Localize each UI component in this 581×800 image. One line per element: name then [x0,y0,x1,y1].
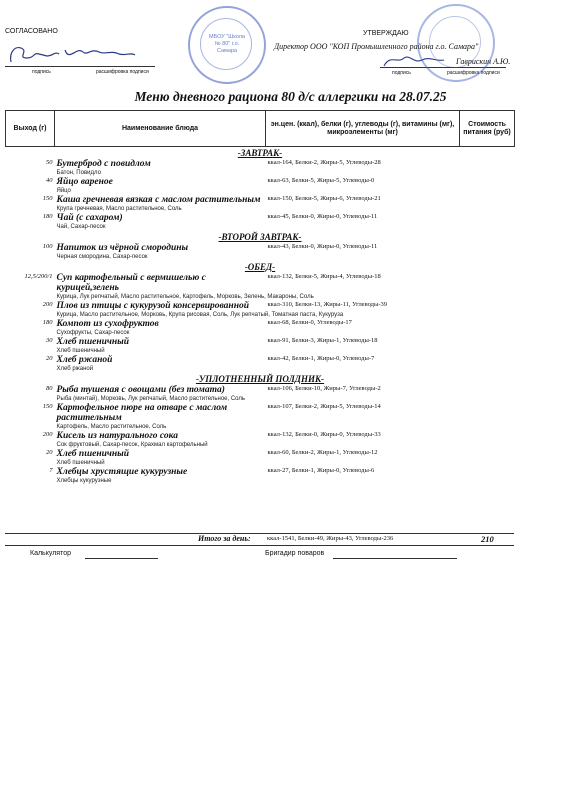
table-row [6,431,515,449]
dish-yield: 200 [42,431,53,438]
dish-nutrition: ккал-91, Белки-3, Жиры-1, Углеводы-18 [267,337,378,344]
dish-cost [460,431,515,449]
page-title: Меню дневного рациона 80 д/с аллергики на 28.07.25 [134,89,447,104]
header-yield: Выход (г) [6,111,55,147]
dish-yield: 200 [42,301,53,308]
director-sign-name: Гаврискин А.Ю. [456,57,511,66]
dish-nutrition: ккал-45, Белки-0, Жиры-0, Углеводы-11 [267,213,378,220]
dish-ingredients: Хлеб ржаной [56,366,94,372]
dish-name: Суп картофельный с вермишелью с курицей,зелень [56,273,206,293]
left-caption-decode: расшифровка подписи [96,69,149,75]
dish-yield: 180 [42,319,53,326]
dish-nutrition: ккал-164, Белки-2, Жиры-5, Углеводы-28 [267,159,381,166]
stamp-text: МБОУ "Школа № 80" г.о. Самара [209,34,245,54]
approval-left-header: СОГЛАСОВАНО [5,28,58,35]
dish-yield: 20 [46,449,53,456]
dish-ingredients: Крупа гречневая, Масло растительное, Соль [56,206,182,212]
dish-ingredients: Хлеб пшеничный [56,460,105,466]
dish-nutrition: ккал-150, Белки-5, Жиры-6, Углеводы-21 [267,195,381,202]
dish-yield: 150 [42,403,53,410]
table-row [6,403,515,431]
company-stamp-icon [417,4,495,82]
dish-cell [55,431,266,449]
dish-cost [460,195,515,213]
dish-cell [55,243,266,261]
dish-cell [55,403,266,431]
table-row [6,159,515,177]
dish-name: Компот из сухофруктов [56,319,159,329]
header-nutrition: эн.цен. (ккал), белки (г), углеводы (г), витамины (мг), микроэлементы (мг) [266,111,460,147]
dish-name: Кисель из натурального сока [56,431,178,441]
dish-nutrition: ккал-68, Белки-0, Углеводы-17 [267,319,352,326]
dish-cost [460,273,515,301]
dish-cell [55,319,266,337]
dish-cost [460,177,515,195]
dish-nutrition: ккал-310, Белки-13, Жиры-11, Углеводы-39 [267,301,387,308]
right-caption-sign: подпись [392,70,411,76]
dish-ingredients: Рыба (минтай), Морковь, Лук репчатый, Масло растительное, Соль [56,396,245,402]
dish-cost [460,213,515,231]
dish-cost [460,403,515,431]
dish-cell [55,159,266,177]
table-row [6,385,515,403]
dish-name: Плов из птицы с кукурузой консервированной [56,301,250,311]
section-title-text: -ЗАВТРАК- [237,148,283,158]
table-row [6,301,515,319]
dish-yield: 100 [42,243,53,250]
dish-cost [460,159,515,177]
dish-ingredients: Черная смородина, Сахар-песок [56,254,148,260]
table-row [6,467,515,485]
dish-ingredients: Батон, Повидло [56,170,101,176]
dish-ingredients: Курица, Масло растительное, Морковь, Крупа рисовая, Соль, Лук репчатый, Томатная паста, Кукуруза [56,312,344,318]
table-row [6,449,515,467]
dish-cost [460,467,515,485]
table-row [6,243,515,261]
dish-name: Хлеб пшеничный [56,337,130,347]
dish-cost [460,449,515,467]
dish-ingredients: Сухофрукты, Сахар-песок [56,330,130,336]
dish-yield: 20 [46,355,53,362]
dish-cost [460,385,515,403]
dish-name: Каша гречневая вязкая с маслом растительным [56,195,261,205]
section-title-text: -ВТОРОЙ ЗАВТРАК- [218,232,302,242]
dish-ingredients: Сок фруктовый, Сахар-песок, Крахмал картофельный [56,442,208,448]
dish-yield: 30 [46,337,53,344]
left-caption-sign: подпись [32,69,51,75]
section-row [6,231,515,243]
dish-cost [460,355,515,373]
dish-cell [55,195,266,213]
dish-ingredients: Чай, Сахар-песок [56,224,106,230]
section-title-text: -УПЛОТНЕННЫЙ ПОЛДНИК- [195,374,325,384]
dish-yield: 40 [46,177,53,184]
dish-name: Яйцо вареное [56,177,113,187]
dish-nutrition: ккал-132, Белки-5, Жиры-4, Углеводы-18 [267,273,381,280]
dish-name: Картофельное пюре на отваре с маслом растительным [56,403,228,423]
dish-nutrition: ккал-43, Белки-0, Жиры-0, Углеводы-11 [267,243,378,250]
dish-yield: 150 [42,195,53,202]
table-row [6,337,515,355]
dish-cost [460,301,515,319]
dish-nutrition: ккал-132, Белки-0, Жиры-0, Углеводы-33 [267,431,381,438]
dish-name: Чай (с сахаром) [56,213,123,223]
calculator-label: Калькулятор [30,550,71,557]
total-row [5,533,514,546]
section-title [6,231,515,243]
menu-table [5,110,515,485]
director-title: Директор ООО "КОП Промышленного района г.о. Самара" [274,42,479,51]
dish-cell [55,213,266,231]
total-values: ккал-1541, Белки-49, Жиры-43, Углеводы-236 [267,535,394,542]
dish-cell [55,355,266,373]
left-signature-icon [7,42,157,68]
dish-yield: 80 [46,385,53,392]
right-caption-decode: расшифровка подписи [447,70,500,76]
table-row [6,195,515,213]
section-row [6,261,515,273]
dish-cost [460,243,515,261]
dish-nutrition: ккал-60, Белки-2, Жиры-1, Углеводы-12 [267,449,378,456]
dish-cost [460,337,515,355]
table-row [6,355,515,373]
table-row [6,177,515,195]
dish-nutrition: ккал-27, Белки-1, Жиры-0, Углеводы-6 [267,467,375,474]
dish-ingredients: Яйцо [56,188,71,194]
total-cost: 210 [481,534,494,544]
total-label: Итого за день: [198,534,251,543]
dish-nutrition: ккал-63, Белки-5, Жиры-5, Углеводы-0 [267,177,375,184]
dish-name: Хлеб пшеничный [56,449,130,459]
section-row [6,147,515,160]
dish-cell [55,449,266,467]
menu-body [6,147,515,486]
dish-nutrition: ккал-107, Белки-2, Жиры-5, Углеводы-14 [267,403,381,410]
dish-ingredients: Курица, Лук репчатый, Масло растительное, Картофель, Морковь, Зелень, Макароны, Соль [56,294,314,300]
table-header-row [6,111,515,147]
section-title [6,147,515,160]
dish-yield: 50 [46,159,53,166]
dish-name: Бутерброд с повидлом [56,159,151,169]
dish-yield: 7 [49,467,53,474]
dish-nutrition: ккал-106, Белки-10, Жиры-7, Углеводы-2 [267,385,381,392]
dish-name: Хлеб ржаной [56,355,113,365]
table-row [6,319,515,337]
header-name: Наименование блюда [55,111,266,147]
dish-name: Рыба тушеная с овощами (без томата) [56,385,225,395]
school-stamp-icon [188,6,266,84]
dish-name: Напиток из чёрной смородины [56,243,189,253]
dish-cell [55,467,266,485]
section-title-text: -ОБЕД- [244,262,276,272]
dish-name: Хлебцы хрустящие кукурузные [56,467,188,477]
approval-right-header: УТВЕРЖДАЮ [363,30,409,37]
dish-cell [55,385,266,403]
dish-cell [55,177,266,195]
dish-yield: 180 [42,213,53,220]
dish-ingredients: Хлебцы кукурузные [56,478,112,484]
table-row [6,213,515,231]
dish-nutrition: ккал-42, Белки-1, Жиры-0, Углеводы-7 [267,355,375,362]
section-row [6,373,515,385]
section-title [6,373,515,385]
dish-cell [55,273,314,301]
dish-cell [55,337,266,355]
section-title [6,261,515,273]
table-row [6,273,515,301]
header-cost: Стоимость питания (руб) [460,111,515,147]
dish-ingredients: Картофель, Масло растительное, Соль [56,424,167,430]
dish-yield: 12,5/200/1 [24,273,53,280]
dish-cost [460,319,515,337]
dish-ingredients: Хлеб пшеничный [56,348,105,354]
brigadier-label: Бригадир поваров [265,550,325,557]
